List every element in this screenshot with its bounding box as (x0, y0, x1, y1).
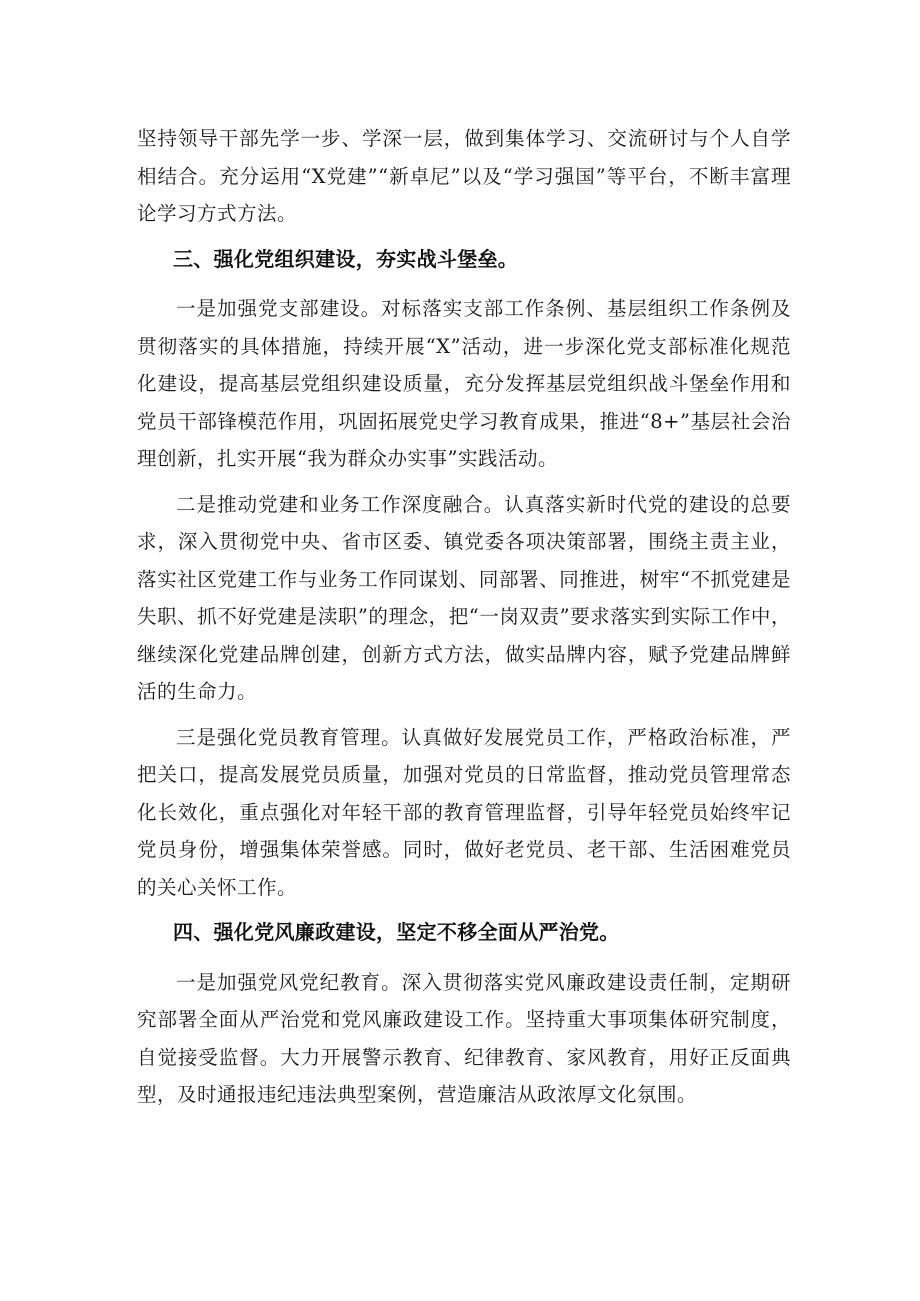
paragraph-business-integration: 二是推动党建和业务工作深度融合。认真落实新时代党的建设的总要求，深入贯彻党中央、省市区委、镇党委各项决策部署，围绕主责主业，落实社区党建工作与业务工作同谋划、同部署、同推进，树牢“不抓党建是失职、抓不好党建是渎职”的理念，把“一岗双责”要求落实到实际工作中，继续深化党建品牌创建，创新方式方法，做实品牌内容，赋予党建品牌鲜活的生命力。 (137, 492, 791, 703)
paragraph-branch-construction: 一是加强党支部建设。对标落实支部工作条例、基层组织工作条例及贯彻落实的具体措施，持续开展“X”活动，进一步深化党支部标准化规范化建设，提高基层党组织建设质量，充分发挥基层党组织战斗堡垒作用和党员干部锋模范作用，巩固拓展党史学习教育成果，推进“8+”基层社会治理创新，扎实开展“我为群众办实事”实践活动。 (137, 297, 791, 470)
section-heading-3: 三、强化党组织建设，夯实战斗堡垒。 (173, 246, 519, 271)
paragraph-discipline-education: 一是加强党风党纪教育。深入贯彻落实党风廉政建设责任制，定期研究部署全面从严治党和党风廉政建设工作。坚持重大事项集体研究制度，自觉接受监督。大力开展警示教育、纪律教育、家风教育，用好正反面典型，及时通报违纪违法典型案例，营造廉洁从政浓厚文化氛围。 (137, 970, 791, 1106)
paragraph-member-management: 三是强化党员教育管理。认真做好发展党员工作，严格政治标准，严把关口，提高发展党员质量，加强对党员的日常监督，推动党员管理常态化长效化，重点强化对年轻干部的教育管理监督，引导年轻党员始终牢记党员身份，增强集体荣誉感。同时，做好老党员、老干部、生活困难党员的关心关怀工作。 (137, 725, 791, 899)
document-body (137, 120, 791, 1122)
section-heading-4: 四、强化党风廉政建设，坚定不移全面从严治党。 (173, 920, 620, 944)
paragraph-theory-study: 坚持领导干部先学一步、学深一层，做到集体学习、交流研讨与个人自学相结合。充分运用“X党建”“新卓尼”以及“学习强国”等平台，不断丰富理论学习方式方法。 (137, 127, 791, 225)
